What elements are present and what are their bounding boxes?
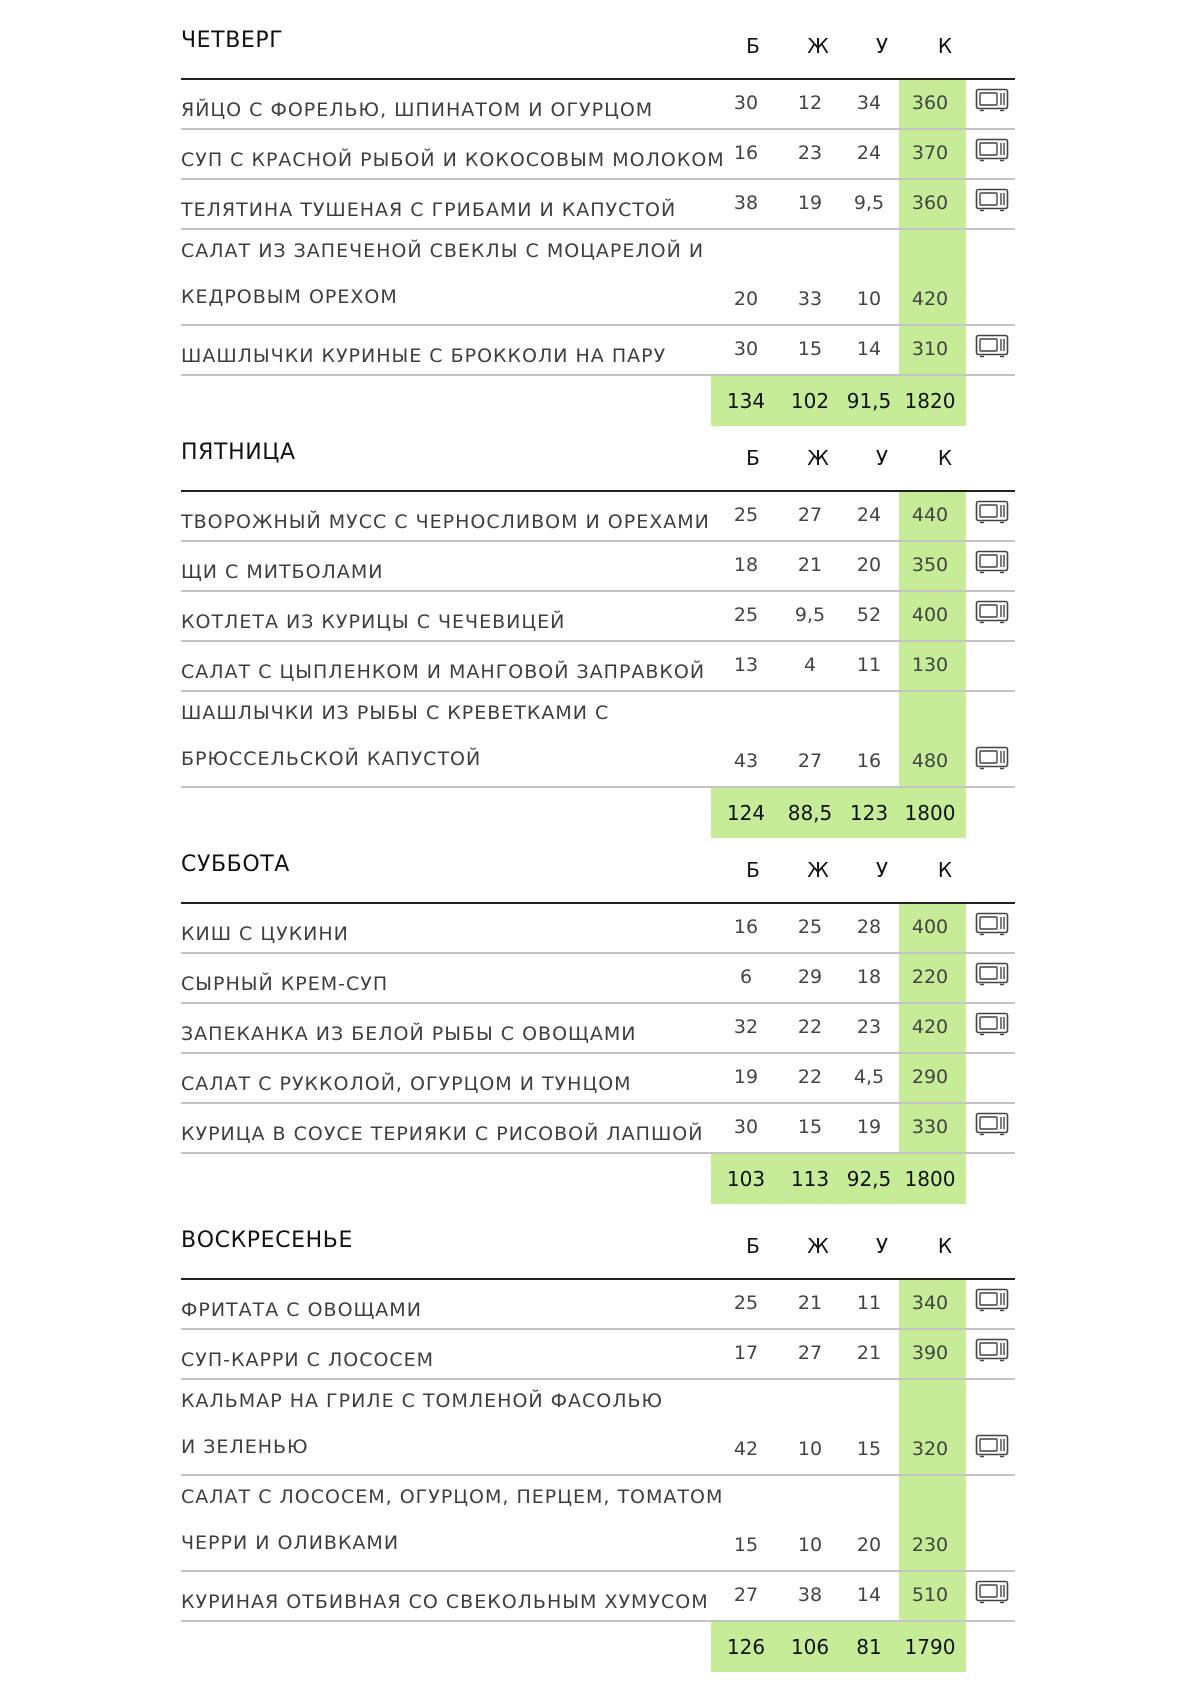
microwave-icon — [975, 1580, 1009, 1604]
row-divider — [181, 690, 1015, 692]
value-zh: 21 — [797, 554, 823, 576]
dish-name: КОТЛЕТА ИЗ КУРИЦЫ С ЧЕЧЕВИЦЕЙ — [181, 611, 566, 633]
column-header-k: К — [937, 858, 953, 882]
dish-name: САЛАТ С ЦЫПЛЕНКОМ И МАНГОВОЙ ЗАПРАВКОЙ — [181, 661, 706, 683]
microwave-icon — [975, 550, 1009, 574]
header-rule — [181, 490, 1015, 492]
value-zh: 25 — [797, 916, 823, 938]
row-divider — [181, 1570, 1015, 1572]
microwave-icon — [975, 500, 1009, 524]
value-u: 16 — [856, 750, 882, 772]
value-k: 440 — [911, 504, 949, 526]
value-zh: 23 — [797, 142, 823, 164]
value-b: 13 — [733, 654, 759, 676]
value-u: 23 — [856, 1016, 882, 1038]
total-zh: 88,5 — [787, 801, 833, 825]
row-divider — [181, 540, 1015, 542]
value-u: 11 — [856, 654, 882, 676]
total-b: 134 — [726, 389, 766, 413]
dish-name: ЗАПЕКАНКА ИЗ БЕЛОЙ РЫБЫ С ОВОЩАМИ — [181, 1023, 637, 1045]
value-u: 24 — [856, 142, 882, 164]
column-header-u: У — [875, 1234, 889, 1258]
value-zh: 19 — [797, 192, 823, 214]
value-k: 420 — [911, 288, 949, 310]
dish-name: КАЛЬМАР НА ГРИЛЕ С ТОМЛЕНОЙ ФАСОЛЬЮ — [181, 1390, 664, 1412]
column-header-b: Б — [746, 1234, 760, 1258]
dish-name: ФРИТАТА С ОВОЩАМИ — [181, 1299, 422, 1321]
value-k: 350 — [911, 554, 949, 576]
value-u: 14 — [856, 338, 882, 360]
row-divider — [181, 178, 1015, 180]
microwave-icon — [975, 1288, 1009, 1312]
dish-name: САЛАТ С ЛОСОСЕМ, ОГУРЦОМ, ПЕРЦЕМ, ТОМАТОМ — [181, 1486, 724, 1508]
value-zh: 12 — [797, 92, 823, 114]
microwave-icon — [975, 1434, 1009, 1458]
dish-name: ШАШЛЫЧКИ КУРИНЫЕ С БРОККОЛИ НА ПАРУ — [181, 345, 667, 367]
value-zh: 27 — [797, 504, 823, 526]
total-k: 1800 — [904, 801, 956, 825]
row-divider — [181, 1052, 1015, 1054]
value-k: 510 — [911, 1584, 949, 1606]
microwave-icon — [975, 334, 1009, 358]
column-header-u: У — [875, 34, 889, 58]
value-b: 6 — [739, 966, 753, 988]
total-b: 124 — [726, 801, 766, 825]
value-zh: 33 — [797, 288, 823, 310]
value-k: 330 — [911, 1116, 949, 1138]
row-divider — [181, 1328, 1015, 1330]
value-b: 16 — [733, 142, 759, 164]
value-zh: 27 — [797, 750, 823, 772]
value-b: 30 — [733, 92, 759, 114]
value-b: 42 — [733, 1438, 759, 1460]
value-u: 18 — [856, 966, 882, 988]
microwave-icon — [975, 962, 1009, 986]
total-b: 126 — [726, 1635, 766, 1659]
value-b: 16 — [733, 916, 759, 938]
dish-name: ЧЕРРИ И ОЛИВКАМИ — [181, 1532, 400, 1554]
column-header-b: Б — [746, 34, 760, 58]
value-b: 19 — [733, 1066, 759, 1088]
row-divider — [181, 952, 1015, 954]
dish-name: СЫРНЫЙ КРЕМ-СУП — [181, 973, 389, 995]
dish-name: ЩИ С МИТБОЛАМИ — [181, 561, 384, 583]
total-k: 1820 — [904, 389, 956, 413]
value-k: 310 — [911, 338, 949, 360]
row-divider — [181, 324, 1015, 326]
microwave-icon — [975, 912, 1009, 936]
row-divider — [181, 1102, 1015, 1104]
value-u: 24 — [856, 504, 882, 526]
value-b: 43 — [733, 750, 759, 772]
total-zh: 102 — [790, 389, 830, 413]
dish-name: ТВОРОЖНЫЙ МУСС С ЧЕРНОСЛИВОМ И ОРЕХАМИ — [181, 511, 710, 533]
value-zh: 22 — [797, 1066, 823, 1088]
value-zh: 10 — [797, 1438, 823, 1460]
value-zh: 10 — [797, 1534, 823, 1556]
value-k: 360 — [911, 92, 949, 114]
total-u: 81 — [856, 1635, 882, 1659]
microwave-icon — [975, 746, 1009, 770]
value-b: 15 — [733, 1534, 759, 1556]
value-u: 14 — [856, 1584, 882, 1606]
row-divider — [181, 1474, 1015, 1476]
total-u: 123 — [849, 801, 889, 825]
dish-name: СУП С КРАСНОЙ РЫБОЙ И КОКОСОВЫМ МОЛОКОМ — [181, 149, 725, 171]
value-u: 19 — [856, 1116, 882, 1138]
dish-name: КУРИНАЯ ОТБИВНАЯ СО СВЕКОЛЬНЫМ ХУМУСОМ — [181, 1591, 709, 1613]
value-zh: 21 — [797, 1292, 823, 1314]
value-k: 360 — [911, 192, 949, 214]
column-header-k: К — [937, 1234, 953, 1258]
value-u: 11 — [856, 1292, 882, 1314]
total-k: 1800 — [904, 1167, 956, 1191]
value-k: 400 — [911, 916, 949, 938]
row-divider — [181, 640, 1015, 642]
dish-name: БРЮССЕЛЬСКОЙ КАПУСТОЙ — [181, 748, 482, 770]
dish-name: И ЗЕЛЕНЬЮ — [181, 1436, 309, 1458]
day-title: ЧЕТВЕРГ — [181, 28, 284, 53]
value-b: 25 — [733, 604, 759, 626]
row-divider — [181, 590, 1015, 592]
value-zh: 22 — [797, 1016, 823, 1038]
value-k: 130 — [911, 654, 949, 676]
dish-name: ЯЙЦО С ФОРЕЛЬЮ, ШПИНАТОМ И ОГУРЦОМ — [181, 99, 654, 121]
value-zh: 38 — [797, 1584, 823, 1606]
value-u: 9,5 — [853, 192, 885, 214]
microwave-icon — [975, 1338, 1009, 1362]
column-header-b: Б — [746, 446, 760, 470]
microwave-icon — [975, 1012, 1009, 1036]
value-k: 320 — [911, 1438, 949, 1460]
column-header-zh: Ж — [807, 34, 829, 58]
total-k: 1790 — [904, 1635, 956, 1659]
dish-name: КУРИЦА В СОУСЕ ТЕРИЯКИ С РИСОВОЙ ЛАПШОЙ — [181, 1123, 704, 1145]
dish-name: САЛАТ С РУККОЛОЙ, ОГУРЦОМ И ТУНЦОМ — [181, 1073, 632, 1095]
total-zh: 113 — [790, 1167, 830, 1191]
microwave-icon — [975, 188, 1009, 212]
dish-name: СУП-КАРРИ С ЛОСОСЕМ — [181, 1349, 435, 1371]
value-b: 30 — [733, 338, 759, 360]
total-zh: 106 — [790, 1635, 830, 1659]
value-zh: 27 — [797, 1342, 823, 1364]
value-b: 20 — [733, 288, 759, 310]
value-zh: 9,5 — [794, 604, 826, 626]
value-u: 34 — [856, 92, 882, 114]
dish-name: САЛАТ ИЗ ЗАПЕЧЕНОЙ СВЕКЛЫ С МОЦАРЕЛОЙ И — [181, 240, 705, 262]
column-header-zh: Ж — [807, 446, 829, 470]
column-header-b: Б — [746, 858, 760, 882]
microwave-icon — [975, 138, 1009, 162]
microwave-icon — [975, 600, 1009, 624]
value-zh: 15 — [797, 1116, 823, 1138]
value-b: 18 — [733, 554, 759, 576]
value-u: 15 — [856, 1438, 882, 1460]
dish-name: ТЕЛЯТИНА ТУШЕНАЯ С ГРИБАМИ И КАПУСТОЙ — [181, 199, 677, 221]
row-divider — [181, 128, 1015, 130]
dish-name: КИШ С ЦУКИНИ — [181, 923, 349, 945]
value-zh: 4 — [803, 654, 817, 676]
row-divider — [181, 228, 1015, 230]
dish-name: ШАШЛЫЧКИ ИЗ РЫБЫ С КРЕВЕТКАМИ С — [181, 702, 610, 724]
value-k: 290 — [911, 1066, 949, 1088]
value-zh: 15 — [797, 338, 823, 360]
value-u: 21 — [856, 1342, 882, 1364]
value-k: 370 — [911, 142, 949, 164]
value-u: 10 — [856, 288, 882, 310]
value-u: 4,5 — [853, 1066, 885, 1088]
day-title: СУББОТА — [181, 852, 290, 877]
value-u: 28 — [856, 916, 882, 938]
value-b: 38 — [733, 192, 759, 214]
value-u: 52 — [856, 604, 882, 626]
column-header-k: К — [937, 446, 953, 470]
value-zh: 29 — [797, 966, 823, 988]
day-title: ПЯТНИЦА — [181, 440, 296, 465]
header-rule — [181, 78, 1015, 80]
value-b: 30 — [733, 1116, 759, 1138]
row-divider — [181, 1002, 1015, 1004]
total-u: 91,5 — [846, 389, 892, 413]
value-b: 25 — [733, 1292, 759, 1314]
value-k: 420 — [911, 1016, 949, 1038]
value-u: 20 — [856, 554, 882, 576]
column-header-zh: Ж — [807, 1234, 829, 1258]
value-k: 400 — [911, 604, 949, 626]
value-k: 220 — [911, 966, 949, 988]
value-k: 390 — [911, 1342, 949, 1364]
value-b: 17 — [733, 1342, 759, 1364]
day-title: ВОСКРЕСЕНЬЕ — [181, 1228, 353, 1253]
header-rule — [181, 1278, 1015, 1280]
column-header-k: К — [937, 34, 953, 58]
value-k: 230 — [911, 1534, 949, 1556]
header-rule — [181, 902, 1015, 904]
value-u: 20 — [856, 1534, 882, 1556]
total-u: 92,5 — [846, 1167, 892, 1191]
row-divider — [181, 1378, 1015, 1380]
microwave-icon — [975, 1112, 1009, 1136]
column-header-zh: Ж — [807, 858, 829, 882]
column-header-u: У — [875, 858, 889, 882]
total-b: 103 — [726, 1167, 766, 1191]
dish-name: КЕДРОВЫМ ОРЕХОМ — [181, 286, 398, 308]
value-b: 32 — [733, 1016, 759, 1038]
value-b: 27 — [733, 1584, 759, 1606]
microwave-icon — [975, 88, 1009, 112]
value-k: 340 — [911, 1292, 949, 1314]
value-k: 480 — [911, 750, 949, 772]
column-header-u: У — [875, 446, 889, 470]
value-b: 25 — [733, 504, 759, 526]
